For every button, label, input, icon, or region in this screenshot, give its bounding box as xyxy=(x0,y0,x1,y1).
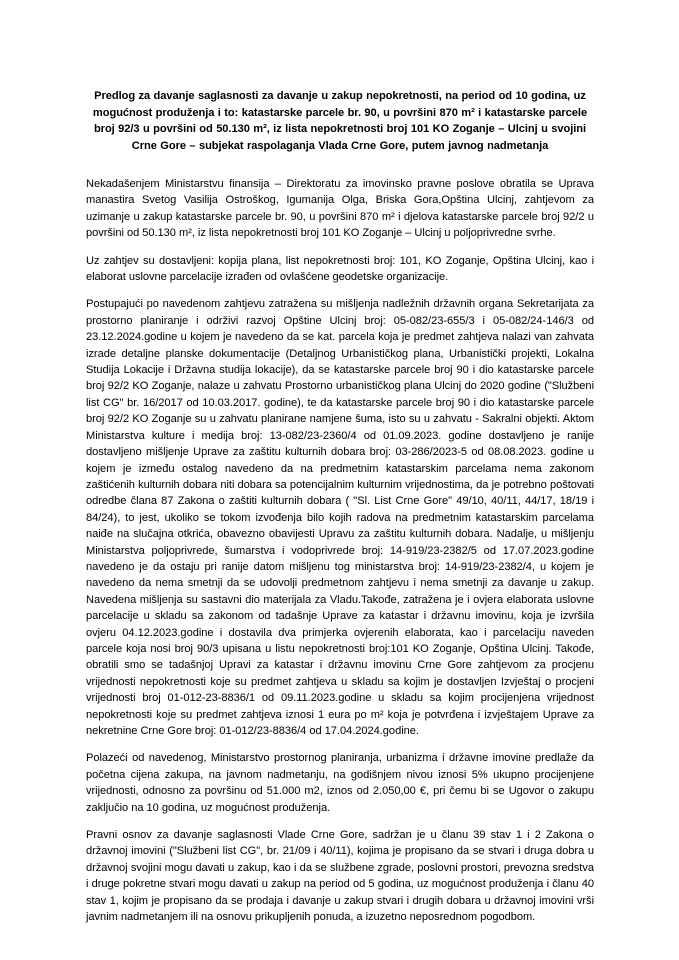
paragraph-request-intro: Nekadašenjem Ministarstvu finansija – Direktoratu za imovinsko pravne poslove obratila se Uprava manastira Svetog Vasilija Ostroškog, Igumanija Olga, Briska Gora,Opština Ulcinj, zahtjevom za uzimanje u zakup katastarske parcele br. 90, u površini 870 m² i djelova katastarske parcele broj 92/2 u površini od 50.130 m², iz lista nepokretnosti broj 101 KO Zoganje – Ulcinj u poljoprivredne svrhe. xyxy=(86,178,594,240)
document-body xyxy=(86,88,594,925)
paragraph-proposed-price: Polazeći od navedenog, Ministarstvo prostornog planiranja, urbanizma i državne imovine predlaže da početna cijena zakupa, na javnom nadmetanju, na godišnjem nivou iznosi 5% ukupno procijenjene vrijednosti, odnosno za površinu od 51.000 m2, iznos od 2.050,00 €, pri čemu bi se Ugovor o zakupu zaključio na 10 godina, uz mogućnost produženja. xyxy=(86,752,594,814)
title-line-3: broj 92/3 u površini od 50.130 m², iz lista nepokretnosti broj 101 KO Zoganje – Ulcinj u svojini xyxy=(93,123,587,135)
paragraph-attachments: Uz zahtjev su dostavljeni: kopija plana, list nepokretnosti broj: 101, KO Zoganje, Opština Ulcinj, kao i elaborat uslovne parcelacije izrađen od ovlašćene geodetske organizacije. xyxy=(86,254,594,284)
document-title xyxy=(86,88,594,154)
paragraph-legal-basis: Pravni osnov za davanje saglasnosti Vlade Crne Gore, sadržan je u članu 39 stav 1 i 2 Zakona o državnoj imovini ("Službeni list CG", br. 21/09 i 40/11), kojima je propisano da se stvari i druga dobra u državnoj svojini mogu davati u zakup, kao i da se službene zgrade, poslovni prostori, prevozna sredstva i druge pokretne stvari mogu davati u zakup na period od 5 godina, uz mogućnost produženja i članu 40 stav 1, kojim je propisano da se prodaja i davanje u zakup stvari i drugih dobara u državnoj imovini vrši javnim nadmetanjem ili na osnovu prikupljenih ponuda, a izuzetno neposrednom pogodbom. xyxy=(86,829,594,924)
paragraph-opinions-procedure: Postupajući po navedenom zahtjevu zatražena su mišljenja nadležnih državnih organa Sekretarijata za prostorno planiranje i održivi razvoj Opštine Ulcinj broj: 05-082/23-655/3 i 05-082/24-146/3 od 23.12.2024.godine u kojem je navedeno da se kat. parcela koja je predmet zahtjeva nalazi van zahvata izrade detaljne planske dokumentacije (Detaljnog Urbanističkog plana, Urbanistički projekti, Lokalna Studija Lokacije i Državna studija lokacije), da se katastarske parcele broj 90 i dio katastarske parcele broj 92/2 KO Zoganje, nalaze u zahvatu Prostorno urbanističkog plana Ulcinj do 2020 godine ("Službeni list CG" br. 16/2017 od 10.03.2017. godine), te da katastarske parcele broj 90 i dio katastarske parcele broj 92/2 KO Zoganje su u zahvatu planirane namjene šuma, isto su u zahvatu - Sakralni objekti. Aktom Ministarstva kulture i medija broj: 13-082/23-2360/4 od 01.09.2023. godine dostavljeno je ranije dostavljeno mišljenje Uprave za zaštitu kulturnih dobara broj: 03-286/2023-5 od 08.08.2023. godine u kojem je između ostalog navedeno da na predmetnim katastarskim parcelama nema zakonom zaštićenih kulturnih dobara niti dobara sa potencijalnim kulturnim vrijednostima, da je potrebno poštovati odredbe člana 87 Zakona o zaštiti kulturnih dobara ( "Sl. List Crne Gore" 49/10, 40/11, 44/17, 18/19 i 84/24), to jest, ukoliko se tokom izvođenja bilo kojih radova na predmetnim katastarskim parcelama naiđe na slučajna otkrića, obavezno obavijesti Upravu za zaštitu kulturnih dobara. Nadalje, u mišljenju Ministarstva poljoprivrede, šumarstva i vodoprivrede broj: 14-919/23-2382/5 od 17.07.2023.godine navedeno je da ostaju pri ranije datom mišljenu tog ministarstva broj: 14-919/23-2382/4, u kojem je navedeno da nema smetnji da se udovolji predmetnom zahtjevu i nema smetnji za davanje u zakup. Navedena mišljenja su sastavni dio materijala za Vladu.Takođe, zatražena je i ovjera elaborata uslovne parcelacije u skladu sa zakonom od tadašnje Uprave za katastar i državnu imovinu, koja je izvršila ovjeru 04.12.2023.godine i dostavila dva primjerka ovjerenih elaborata, kao i parcelaciju naveden parcele koja nosi broj 90/3 upisana u listu nepokretnosti broj:101 KO Zoganje, Opština Ulcinj. Takođe, obratili smo se tadašnjoj Upravi za katastar i državnu imovinu Crne Gore zahtjevom za procjenu vrijednosti nepokretnosti koje su predmet zahtjeva u skladu sa kojim je dostavljen Izvještaj o procjeni vrijednosti broj 01-012-23-8836/1 od 09.11.2023.godine u skladu sa kojim procijenjena vrijednost nepokretnosti koje su predmet zahtjeva iznosi 1 eura po m² koja je potvrđena i izvještajem Uprave za nekretnine Crne Gore broj: 01-012/23-8836/4 od 17.04.2024.godine. xyxy=(86,298,594,737)
title-line-1: Predlog za davanje saglasnosti za davanje u zakup nepokretnosti, na period od 10 godina, uz xyxy=(94,90,586,102)
title-line-4: Crne Gore – subjekat raspolaganja Vlada Crne Gore, putem javnog nadmetanja xyxy=(131,139,549,152)
title-line-2: mogućnost produženja i to: katastarske parcele br. 90, u površini 870 m² i katastarske parcele xyxy=(92,106,588,119)
